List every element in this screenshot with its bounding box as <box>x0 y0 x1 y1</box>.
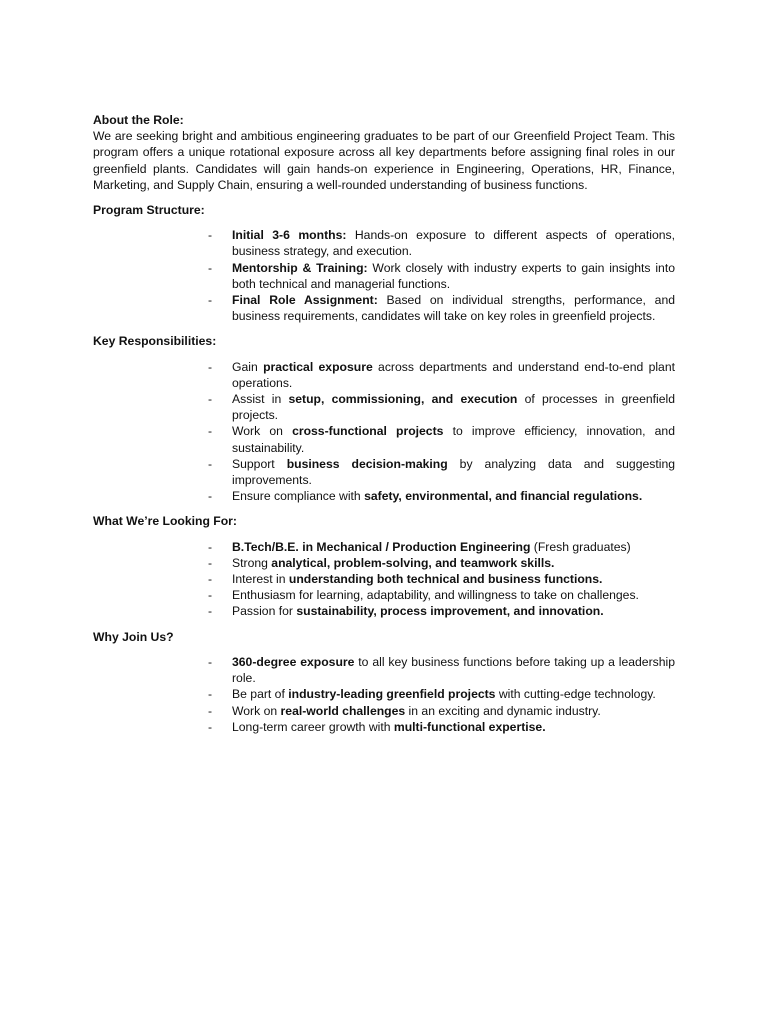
list-item: - Initial 3-6 months: Hands-on exposure to different aspects of operations, business strategy, and execution. <box>208 228 676 259</box>
list-item: - Support business decision-making by analyzing data and suggesting improvements. <box>208 456 676 488</box>
program-structure-heading: Program Structure: <box>93 203 205 218</box>
document-page <box>93 112 675 735</box>
about-heading: About the Role: <box>93 113 184 127</box>
why-join-list <box>93 654 675 735</box>
list-item: - Assist in setup, commissioning, and execution of processes in greenfield projects. <box>208 392 675 423</box>
list-item: - Ensure compliance with safety, environmental, and financial regulations. <box>208 489 643 504</box>
about-paragraph: We are seeking bright and ambitious engineering graduates to be part of our Greenfield Project Team. This program offers a unique rotational exposure across all key departments before assigning final roles in our greenfield plants. Candidates will gain hands-on experience in Engineering, Operations, HR, Finance, Marketing, and Supply Chain, ensuring a well-rounded understanding of business functions. <box>93 129 675 192</box>
looking-for-list <box>93 539 675 620</box>
list-item: - Be part of industry-leading greenfield projects with cutting-edge technology. <box>208 687 656 702</box>
list-item: - Mentorship & Training: Work closely with industry experts to gain insights into both technical and managerial functions. <box>208 260 675 291</box>
list-item: - B.Tech/B.E. in Mechanical / Production Engineering (Fresh graduates) <box>208 539 631 554</box>
program-structure-list <box>93 227 675 324</box>
key-responsibilities-heading: Key Responsibilities: <box>93 334 217 349</box>
list-item: - Gain practical exposure across departments and understand end-to-end plant operations. <box>208 359 676 390</box>
why-join-heading: Why Join Us? <box>93 629 174 644</box>
key-responsibilities-list <box>93 359 675 505</box>
list-item: - Final Role Assignment: Based on individual strengths, performance, and business requirements, candidates will take on key roles in greenfield projects. <box>208 293 675 324</box>
list-item: - Enthusiasm for learning, adaptability, and willingness to take on challenges. <box>208 588 639 603</box>
looking-for-heading: What We’re Looking For: <box>93 514 237 529</box>
list-item: - Long-term career growth with multi-functional expertise. <box>208 719 546 734</box>
list-item: - Work on real-world challenges in an exciting and dynamic industry. <box>208 703 601 718</box>
list-item: - 360-degree exposure to all key business functions before taking up a leadership role. <box>208 654 675 686</box>
list-item: - Strong analytical, problem-solving, and teamwork skills. <box>208 555 555 570</box>
list-item: - Interest in understanding both technical and business functions. <box>208 572 603 587</box>
list-item: - Work on cross-functional projects to improve efficiency, innovation, and sustainability. <box>208 424 675 455</box>
list-item: - Passion for sustainability, process improvement, and innovation. <box>208 604 604 619</box>
